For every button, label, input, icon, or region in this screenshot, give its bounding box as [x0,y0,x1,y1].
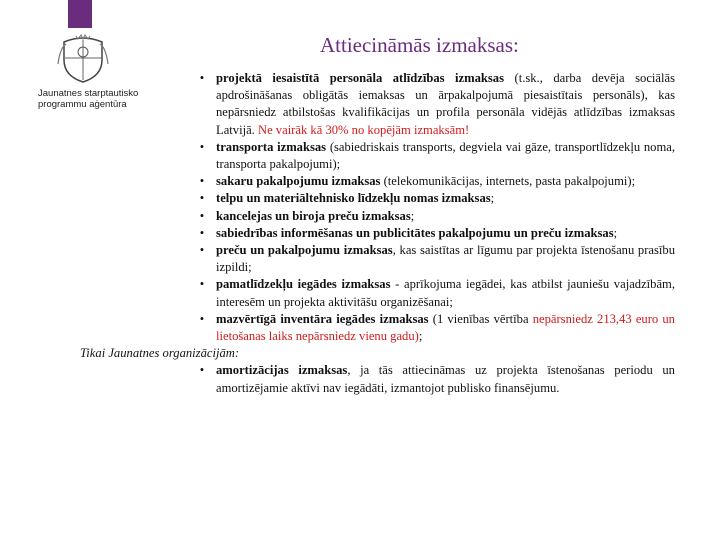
bullet: • [199,191,205,206]
accent-bar [68,0,92,28]
bullet: • [199,363,205,378]
bullet: • [199,225,205,240]
list-item: • amortizācijas izmaksas, ja tās attiecināmas uz projekta īstenošanas periodu un amortizējamie aktīvi nav iegādāti, izmantojot publisko finansējumu. [0,362,720,396]
cost-list [0,70,720,397]
list-item: • kancelejas un biroja preču izmaksas; [0,208,720,225]
list-item: • sakaru pakalpojumu izmaksas (telekomunikācijas, internets, pasta pakalpojumi); [0,173,720,190]
bullet: • [199,71,205,85]
list-item: • mazvērtīgā inventāra iegādes izmaksas (1 vienības vērtība nepārsniedz 213,43 euro un lietošanas laiks nepārsniedz vienu gadu); [0,311,720,345]
bullet: • [199,311,205,326]
list-item: • transporta izmaksas (sabiedriskais transports, degviela vai gāze, transportlīdzekļu noma, transporta pakalpojumi); [0,139,720,173]
list-item: • projektā iesaistītā personāla atlīdzības izmaksas (t.sk., darba devēja sociālās apdrošināšanas obligātās iemaksas un ārpakalpojumā piesaistītais personāls), kas nepārsniedz atbilstošas kvalifikācijas un profila personāla vidējās atlīdzības izmaksas Latvijā. Ne vairāk kā 30% no kopējām izmaksām! [0,70,720,139]
list-item: • telpu un materiāltehnisko līdzekļu nomas izmaksas; [0,190,720,207]
bullet: • [199,139,205,154]
list-item: • preču un pakalpojumu izmaksas, kas saistītas ar līgumu par projekta īstenošanu prasību izpildi; [0,242,720,276]
list-item: • sabiedrības informēšanas un publicitātes pakalpojumu un preču izmaksas; [0,225,720,242]
page-title: Attiecināmās izmaksas: [320,33,519,57]
agency-name: Jaunatnes starptautisko programmu aģentūra [38,88,139,110]
bullet: • [199,243,205,258]
bullet: • [199,208,205,223]
bullet: • [199,174,205,189]
list-item: • pamatlīdzekļu iegādes izmaksas - aprīkojuma iegādei, kas atbilst jauniešu vajadzībām, interesēm un projekta aktivitāšu organizēšanai; [0,276,720,310]
youth-org-note: Tikai Jaunatnes organizācijām: [80,346,240,361]
bullet: • [199,277,205,292]
